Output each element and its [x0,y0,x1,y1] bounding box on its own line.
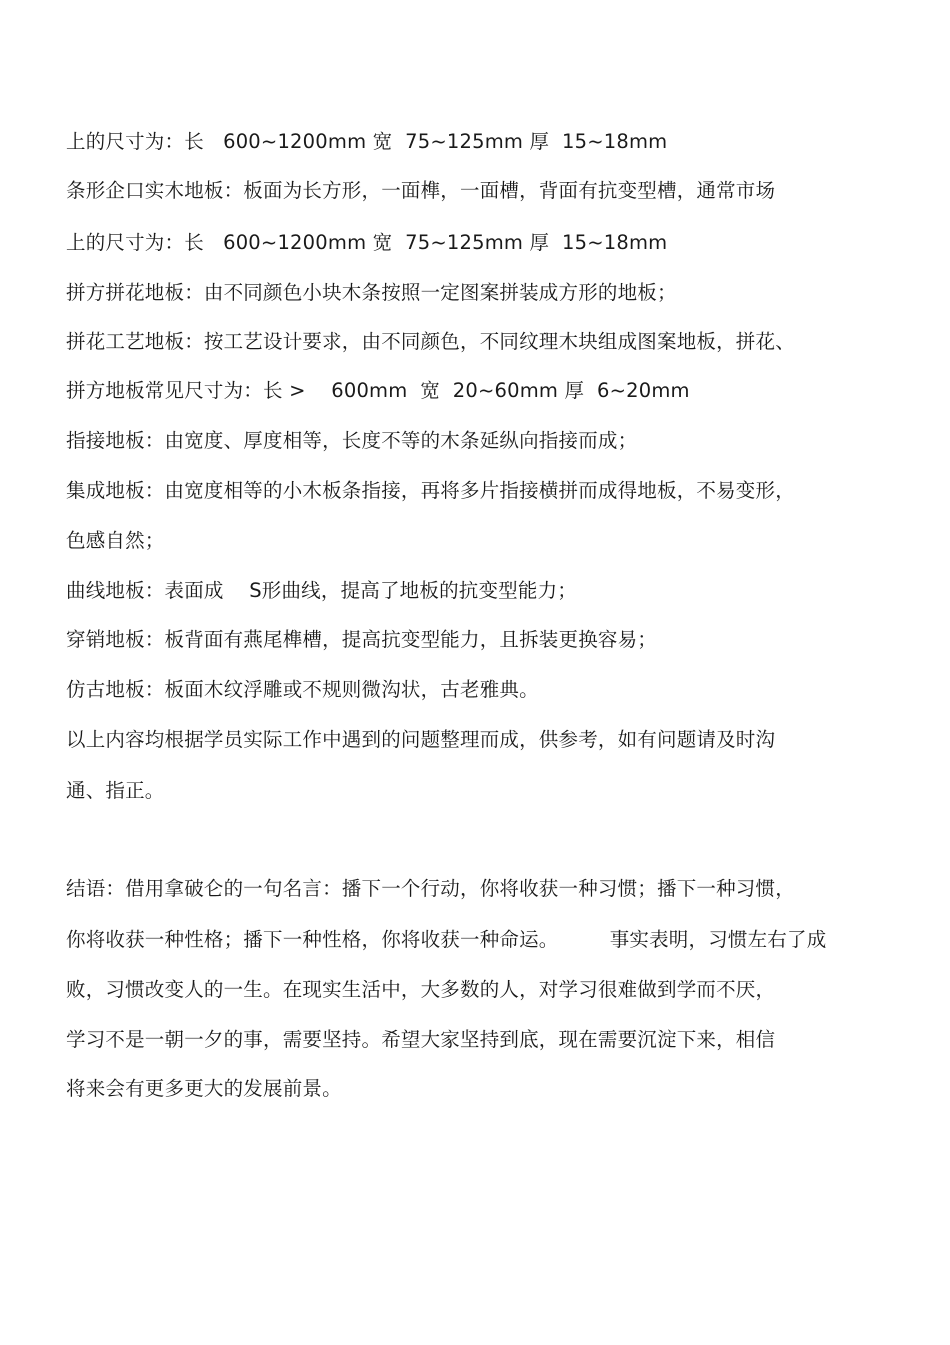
text-line: 以上内容均根据学员实际工作中遇到的问题整理而成，供参考，如有问题请及时沟 [66,728,776,751]
text-line: 色感自然； [66,529,165,552]
text-line: 拼花工艺地板：按工艺设计要求，由不同颜色，不同纹理木块组成图案地板，拼花、 [66,330,795,353]
text-line: 你将收获一种性格；播下一种性格，你将收获一种命运。 事实表明，习惯左右了成 [66,928,827,951]
text-line: 上的尺寸为：长 600~1200mm 宽 75~125mm 厚 15~18mm [66,130,668,153]
text-line: 拼方地板常见尺寸为：长 > 600mm 宽 20~60mm 厚 6~20mm [66,379,690,402]
text-line: 将来会有更多更大的发展前景。 [66,1077,342,1100]
text-line: 指接地板：由宽度、厚度相等，长度不等的木条延纵向指接而成； [66,429,638,452]
text-line: 败，习惯改变人的一生。在现实生活中，大多数的人，对学习很难做到学而不厌， [66,978,776,1001]
text-line: 穿销地板：板背面有燕尾榫槽，提高抗变型能力，且拆装更换容易； [66,628,658,651]
text-line: 拼方拼花地板：由不同颜色小块木条按照一定图案拼装成方形的地板； [66,281,677,304]
text-line: 曲线地板：表面成 S形曲线，提高了地板的抗变型能力； [66,579,577,602]
text-line: 集成地板：由宽度相等的小木板条指接，再将多片指接横拼而成得地板，不易变形， [66,479,795,502]
text-line: 仿古地板：板面木纹浮雕或不规则微沟状，古老雅典。 [66,678,539,701]
text-line: 结语：借用拿破仑的一句名言：播下一个行动，你将收获一种习惯；播下一种习惯， [66,877,795,900]
text-line: 上的尺寸为：长 600~1200mm 宽 75~125mm 厚 15~18mm [66,231,668,254]
text-line: 学习不是一朝一夕的事，需要坚持。希望大家坚持到底，现在需要沉淀下来，相信 [66,1028,776,1051]
text-line: 条形企口实木地板：板面为长方形，一面榫，一面槽，背面有抗变型槽，通常市场 [66,179,776,202]
text-line: 通、指正。 [66,779,165,802]
